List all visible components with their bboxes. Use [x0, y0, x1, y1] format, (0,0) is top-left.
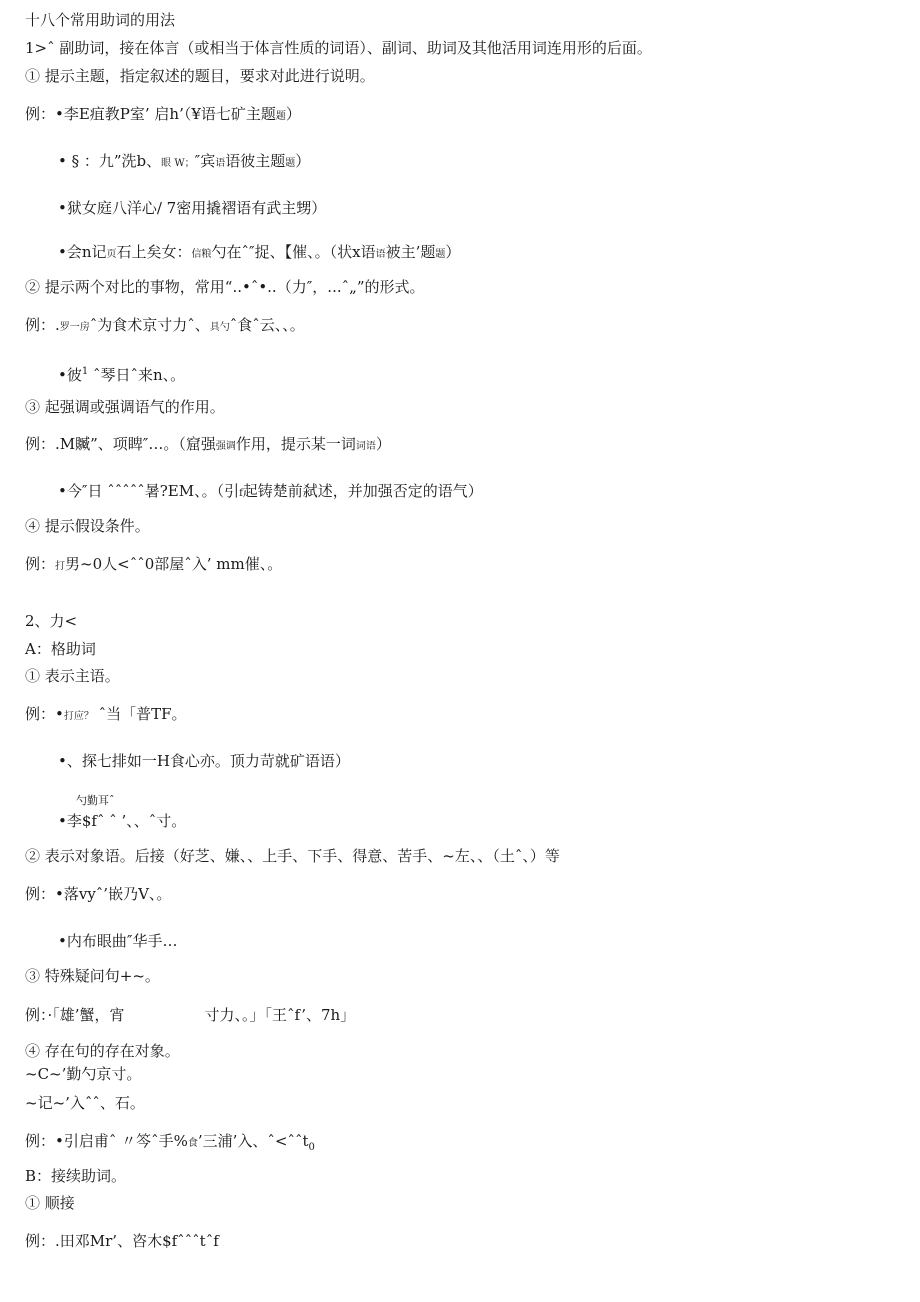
- text-run: ’三浦’入、ˆ<ˆˆt: [197, 1132, 309, 1150]
- text-run: 打应？: [63, 711, 94, 722]
- text-run: 强调: [215, 441, 236, 452]
- text-run: ）: [445, 243, 461, 261]
- example-line: [25, 1005, 355, 1025]
- text-run: ˆ食ˆ云、、。: [229, 316, 305, 334]
- text-run: •彼: [58, 366, 82, 384]
- example-line: [25, 554, 282, 577]
- text-run: 题: [275, 111, 286, 122]
- text-run: 寸力、。」「王ˆf’、7h」: [204, 1006, 356, 1024]
- example-line: [58, 242, 460, 265]
- example-line: [25, 704, 187, 727]
- text-line: ② 表示对象语。后接（好芝、嫌、、上手、下手、得意、苦手、~左、、（土ˆ、）等: [25, 847, 560, 865]
- text-run: 罗一房: [59, 322, 90, 333]
- text-line: ~C~’勤勺京寸。: [25, 1065, 142, 1083]
- text-run: 语: [215, 158, 226, 169]
- text-line: ~记~’入ˆˆ、石。: [25, 1094, 145, 1112]
- text-run: ˆ为食术京寸力ˆ、: [89, 316, 210, 334]
- example-line: 例：.田邓Mr’、咨木$fˆˆˆtˆf: [25, 1232, 219, 1250]
- text-run: 男~0人<ˆˆ0部屋ˆ入’ mm催、。: [65, 555, 283, 573]
- text-line: ① 提示主题，指定叙述的题目，要求对此进行说明。: [25, 67, 375, 85]
- example-line: 例：•落vyˆ’嵌乃V、。: [25, 885, 172, 903]
- text-run: •今″日 ˆˆˆˆˆ暑?EM、。（引: [58, 482, 240, 500]
- text-run: ″宾: [194, 152, 216, 170]
- text-run: 眼 W；: [161, 158, 195, 169]
- example-line: [25, 315, 305, 338]
- example-line: [25, 1131, 315, 1158]
- section-1-heading: 1>ˆ 副助词，接在体言（或相当于体言性质的词语）、副词、助词及其他活用词连用形的后面。: [25, 39, 652, 57]
- text-run: 例：•: [25, 705, 64, 723]
- text-run: 例：.M贓”、项睥″…。（窟强: [25, 435, 216, 453]
- text-run: 题: [285, 158, 296, 169]
- text-run: 例：.: [25, 316, 60, 334]
- text-line: ④ 提示假设条件。: [25, 517, 150, 535]
- text-run: 例：•引启甫ˆ 〃笒ˆ手%: [25, 1132, 188, 1150]
- example-line: [58, 151, 310, 174]
- text-line: ③ 特殊疑问句+~。: [25, 967, 160, 985]
- example-line: •狱女庭八洋心/ 7密用撬褶语有武主甥）: [58, 199, 327, 217]
- text-run: 1: [81, 366, 89, 377]
- text-run: ）: [375, 435, 391, 453]
- text-run: 词语: [355, 441, 376, 452]
- text-run: 语: [375, 249, 386, 260]
- text-run: 页: [106, 249, 117, 260]
- document-title: 十八个常用助词的用法: [25, 11, 176, 29]
- subsection-heading: A：格助词: [25, 640, 96, 658]
- text-run: •会n记: [58, 243, 107, 261]
- text-run: ˆ琴日ˆ来n、。: [88, 366, 186, 384]
- example-line: [58, 481, 483, 504]
- example-line: [58, 362, 185, 385]
- text-line: ① 顺接: [25, 1194, 75, 1212]
- text-run: f: [239, 488, 243, 499]
- text-run: 0: [308, 1142, 315, 1153]
- text-run: 语彼主题: [225, 152, 286, 170]
- text-run: ）: [285, 105, 301, 123]
- example-line: •李$fˆ ˆ ’、、ˆ寸。: [58, 812, 187, 830]
- text-run: 题: [435, 249, 446, 260]
- text-line: ③ 起强调或强调语气的作用。: [25, 398, 225, 416]
- text-run: 例：: [25, 555, 56, 573]
- text-run: 起铸楚前弑述，并加强否定的语气）: [242, 482, 483, 500]
- text-line: ② 提示两个对比的事物，常用“..•ˆ•..（力″，...ˆ„”的形式。: [25, 278, 425, 296]
- text-line: ④ 存在句的存在对象。: [25, 1042, 180, 1060]
- section-2-heading: 2、力<: [25, 612, 78, 630]
- text-run: ）: [295, 152, 311, 170]
- text-run: 勺在ˆ″捉、【催、。（状x语: [211, 243, 376, 261]
- example-line: •内布眼曲″华手…: [58, 932, 178, 950]
- text-run: 例：•李E疽教P室’ 启h’（¥语七矿主题: [25, 105, 276, 123]
- text-run: 信粮: [191, 249, 212, 260]
- example-line: [25, 434, 391, 457]
- text-run: 被主’题: [385, 243, 436, 261]
- text-run: 石上矣女：: [116, 243, 192, 261]
- text-line: ① 表示主语。: [25, 667, 120, 685]
- text-run: 例：·「雄’蟹，宵: [25, 1006, 125, 1024]
- text-run: 具勺: [209, 322, 230, 333]
- ruby-annotation: 勺勤耳ˆ: [76, 794, 115, 807]
- text-run: • § ：九”洗b、: [58, 152, 162, 170]
- text-run: 作用，提示某一词: [235, 435, 356, 453]
- text-run: 食: [187, 1138, 198, 1149]
- text-run: 打: [55, 561, 66, 572]
- text-run: ˆ当「普TF。: [93, 705, 187, 723]
- subsection-heading: B：接续助词。: [25, 1167, 127, 1185]
- example-line: •、探七排如一H食心亦。顶力苛就矿语语）: [58, 752, 350, 770]
- example-line: [25, 104, 301, 127]
